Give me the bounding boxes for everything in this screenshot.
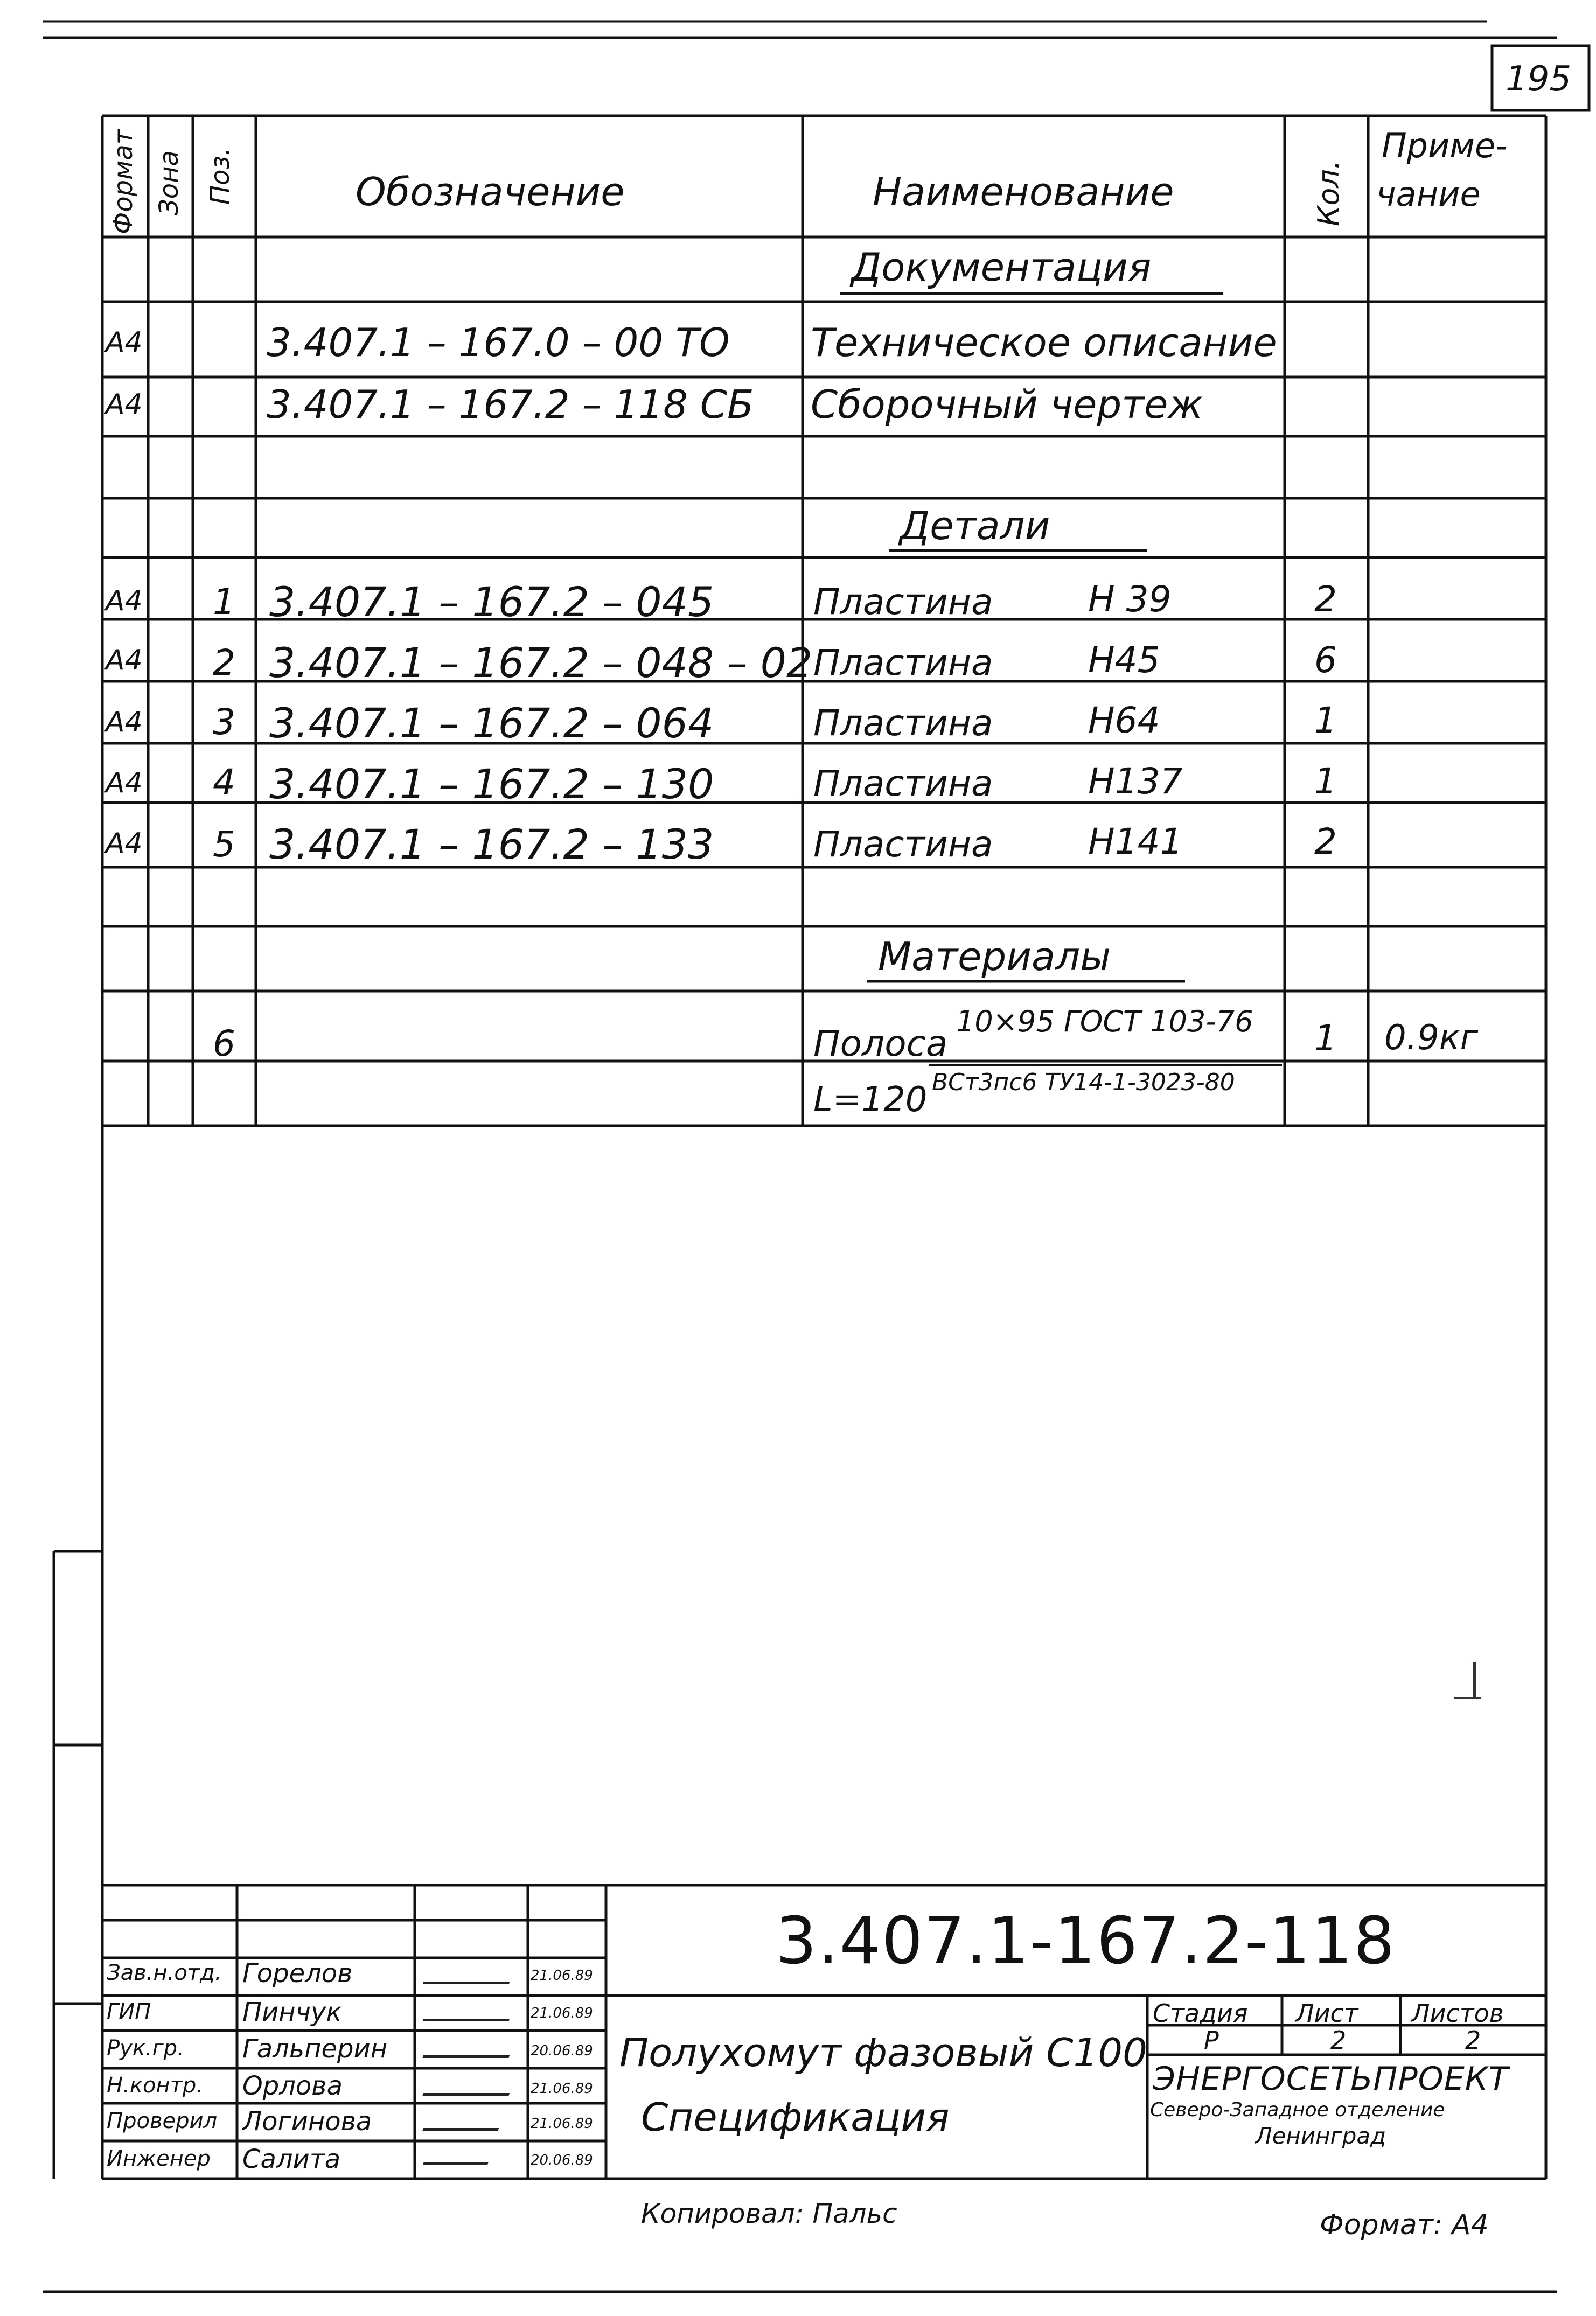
header-note-line1: Приме- <box>1382 126 1508 165</box>
sheets-value: 2 <box>1465 2026 1481 2055</box>
signatory-role: Н.контр. <box>107 2073 203 2098</box>
signatory-role: ГИП <box>107 1999 151 2024</box>
margin-mark-base <box>1454 1697 1481 1699</box>
signatory-name: Горелов <box>242 1958 353 1989</box>
doc-row-2-designation: 3.407.1 – 167.2 – 118 СБ <box>267 382 754 427</box>
detail-row-5-format: А4 <box>106 827 143 860</box>
signatory-role: Инженер <box>107 2146 211 2171</box>
material-name: Полоса <box>813 1023 948 1064</box>
section-materials: Материалы <box>878 934 1111 979</box>
signatory-name: Салита <box>242 2144 341 2174</box>
header-format: Формат <box>108 129 138 234</box>
detail-row-5-pos: 5 <box>213 824 235 865</box>
material-numerator: 10×95 ГОСТ 103-76 <box>956 1004 1253 1038</box>
signatory-name: Логинова <box>242 2106 372 2137</box>
signatory-name: Гальперин <box>242 2034 388 2064</box>
detail-row-5-name: Пластина <box>813 824 993 865</box>
document-code: 3.407.1-167.2-118 <box>776 1904 1396 1979</box>
detail-row-4-designation: 3.407.1 – 167.2 – 130 <box>269 760 714 808</box>
detail-row-1-name: Пластина <box>813 581 993 623</box>
signature <box>422 2079 514 2096</box>
detail-row-3-pos: 3 <box>213 701 235 743</box>
detail-row-2-pos: 2 <box>213 642 235 683</box>
detail-row-5-designation: 3.407.1 – 167.2 – 133 <box>269 820 714 868</box>
sheet-number: 195 <box>1506 59 1572 99</box>
detail-row-3-name: Пластина <box>813 702 993 744</box>
signatory-role: Проверил <box>107 2109 218 2133</box>
material-pos: 6 <box>213 1023 235 1064</box>
signatory-date: 21.06.89 <box>531 2116 593 2132</box>
detail-row-1-format: А4 <box>106 585 143 617</box>
detail-row-5-mark: Н141 <box>1088 821 1183 862</box>
detail-row-4-name: Пластина <box>813 763 993 804</box>
section-details: Детали <box>900 503 1050 548</box>
detail-row-4-pos: 4 <box>213 762 235 803</box>
detail-row-3-qty: 1 <box>1314 700 1337 741</box>
detail-row-1-qty: 2 <box>1314 578 1337 620</box>
doc-row-1-name: Техническое описание <box>811 320 1277 365</box>
signature <box>423 1969 515 1984</box>
detail-row-4-qty: 1 <box>1314 761 1337 802</box>
material-qty: 1 <box>1314 1017 1337 1059</box>
detail-row-4-format: А4 <box>106 767 143 799</box>
signatory-date: 21.06.89 <box>531 2081 593 2097</box>
signatory-date: 20.06.89 <box>531 2043 593 2059</box>
org-city: Ленинград <box>1255 2123 1386 2149</box>
signatory-date: 21.06.89 <box>531 1968 593 1984</box>
signature <box>423 2150 493 2165</box>
doc-row-2-format: А4 <box>106 388 143 421</box>
detail-row-3-designation: 3.407.1 – 167.2 – 064 <box>269 699 714 747</box>
org-branch: Северо-Западное отделение <box>1150 2099 1445 2121</box>
doc-row-1-format: А4 <box>106 326 143 359</box>
header-pos: Поз. <box>205 147 235 205</box>
header-designation: Обозначение <box>356 169 625 214</box>
signature <box>422 2114 504 2131</box>
org-name: ЭНЕРГОСЕТЬПРОЕКТ <box>1153 2060 1509 2098</box>
detail-row-5-qty: 2 <box>1314 821 1337 862</box>
signature <box>422 2005 514 2021</box>
detail-row-2-designation: 3.407.1 – 167.2 – 048 – 02 <box>269 639 813 687</box>
detail-row-2-mark: Н45 <box>1088 639 1160 681</box>
material-length: L=120 <box>813 1080 928 1120</box>
header-note-line2: чание <box>1376 175 1481 214</box>
detail-row-1-designation: 3.407.1 – 167.2 – 045 <box>269 578 714 626</box>
detail-row-2-name: Пластина <box>813 642 993 683</box>
header-qty: Кол. <box>1312 159 1346 226</box>
stage-value: Р <box>1204 2026 1219 2055</box>
margin-mark <box>1473 1662 1476 1699</box>
detail-row-2-format: А4 <box>106 644 143 676</box>
stage-label: Стадия <box>1153 1999 1248 2028</box>
signatory-name: Пинчук <box>242 1997 342 2027</box>
header-zone: Зона <box>154 150 184 215</box>
signature <box>422 2041 514 2058</box>
copied-by: Копировал: Пальс <box>641 2198 897 2229</box>
detail-row-3-mark: Н64 <box>1088 700 1160 741</box>
section-documentation: Документация <box>851 245 1152 290</box>
format-note: Формат: А4 <box>1320 2209 1489 2241</box>
doc-row-2-name: Сборочный чертеж <box>811 382 1203 427</box>
title-line2: Спецификация <box>641 2095 950 2140</box>
material-denominator: ВСт3пс6 ТУ14-1-3023-80 <box>932 1069 1235 1096</box>
sheet-label: Лист <box>1295 1999 1358 2028</box>
title-line1: Полухомут фазовый С100 <box>619 2030 1147 2075</box>
sheets-label: Листов <box>1411 1999 1504 2028</box>
header-name: Наименование <box>873 169 1174 214</box>
detail-row-1-mark: Н 39 <box>1088 578 1172 620</box>
detail-row-4-mark: Н137 <box>1088 761 1183 802</box>
material-note: 0.9кг <box>1384 1018 1479 1058</box>
signatory-date: 20.06.89 <box>531 2152 593 2168</box>
detail-row-1-pos: 1 <box>213 581 235 623</box>
signatory-date: 21.06.89 <box>531 2005 593 2021</box>
signatory-role: Рук.гр. <box>107 2036 184 2061</box>
detail-row-2-qty: 6 <box>1314 639 1337 681</box>
detail-row-3-format: А4 <box>106 706 143 738</box>
signatory-role: Зав.н.отд. <box>107 1961 222 1985</box>
doc-row-1-designation: 3.407.1 – 167.0 – 00 ТО <box>267 320 730 365</box>
sheet-value: 2 <box>1330 2026 1347 2055</box>
signatory-name: Орлова <box>242 2071 343 2101</box>
